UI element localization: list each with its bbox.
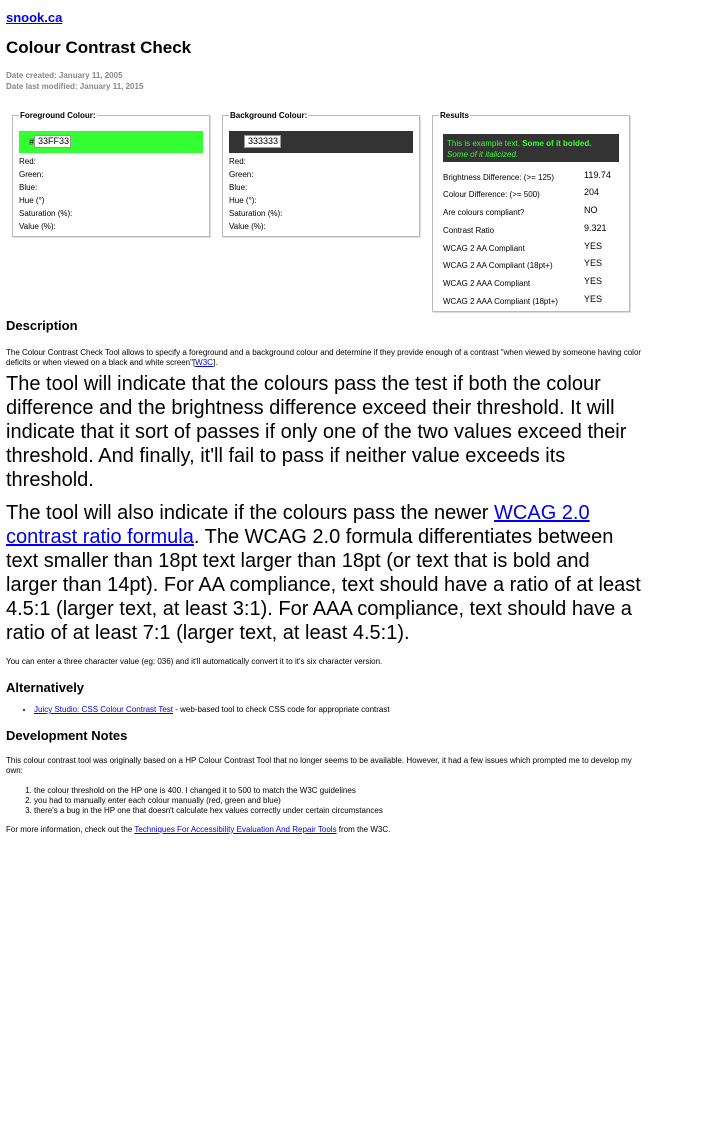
results-panel [432, 111, 630, 312]
description-intro: The Colour Contrast Check Tool allows to specify a foreground and a background colour and determine if they provide enough of a contrast "when viewed by someone having color deficits or when viewed on a black and white screen"[W3C]. [6, 348, 642, 367]
result-label: Are colours compliant? [443, 208, 525, 217]
fg-saturation-label: Saturation (%): [19, 209, 73, 218]
juicy-studio-link[interactable]: Juicy Studio: CSS Colour Contrast Test [34, 705, 174, 714]
site-home-link[interactable]: snook.ca [6, 10, 63, 25]
result-row-wcag-aa [443, 241, 623, 258]
hash-label: # [29, 137, 35, 147]
description-note: You can enter a three character value (eg: 036) and it'll automatically convert it to it's six character version. [6, 657, 383, 666]
foreground-fields [19, 155, 72, 233]
result-label: WCAG 2 AA Compliant [443, 244, 525, 253]
example-text-preview [443, 134, 619, 162]
result-label: Contrast Ratio [443, 226, 495, 235]
background-hex-input[interactable] [244, 135, 281, 148]
background-swatch [229, 131, 413, 153]
foreground-swatch [19, 131, 203, 153]
wcag-contrast-formula-link[interactable]: WCAG 2.0 contrast ratio formula [6, 502, 590, 548]
foreground-legend: Foreground Colour: [20, 111, 96, 120]
page-title: Colour Contrast Check [6, 38, 192, 57]
techniques-link[interactable]: Techniques For Accessibility Evaluation And Repair Tools [134, 825, 337, 834]
result-label: WCAG 2 AAA Compliant (18pt+) [443, 297, 558, 306]
development-issues-list [6, 786, 646, 816]
w3c-link[interactable]: W3C [195, 358, 213, 367]
description-heading: Description [6, 318, 78, 333]
result-value: YES [584, 276, 603, 286]
alternatives-list [6, 705, 646, 715]
result-value: NO [584, 205, 598, 215]
development-notes-heading: Development Notes [6, 728, 128, 743]
background-colour-panel [222, 111, 420, 237]
page-dates [6, 70, 143, 92]
list-item: 3. there's a bug in the HP one that doesn't calculate hex values correctly under certain circumstances [34, 806, 646, 816]
more-information: For more information, check out the Techniques For Accessibility Evaluation And Repair Tools from the W3C. [6, 825, 391, 834]
description-paragraph-wcag: The tool will also indicate if the colours pass the newer WCAG 2.0 contrast ratio formula. The WCAG 2.0 formula differentiates between text smaller than 18pt text larger than 18pt (or text that is bold and larger than 14pt). For AA compliance, text should have a ratio of at least 4.5:1 (larger text, at least 3:1). For AAA compliance, text should have a ratio of at least 7:1 (larger text, at least 4.5:1). [6, 502, 641, 644]
fg-blue-label: Blue: [19, 183, 38, 192]
fg-hue-label: Hue (°) [19, 196, 45, 205]
result-value: 204 [584, 187, 600, 197]
result-label: WCAG 2 AA Compliant (18pt+) [443, 261, 553, 270]
date-modified: Date last modified: January 11, 2015 [6, 82, 144, 91]
bg-red-label: Red: [229, 157, 246, 166]
list-item: 1. the colour threshold on the HP one is 400. I changed it to 500 to match the W3C guidelines [34, 786, 646, 796]
result-row-colour-difference [443, 187, 623, 204]
list-item: • Juicy Studio: CSS Colour Contrast Test - web-based tool to check CSS code for appropriate contrast [34, 705, 646, 715]
results-legend: Results [440, 111, 469, 120]
fg-red-label: Red: [19, 157, 36, 166]
result-row-wcag-aaa-large [443, 294, 623, 311]
list-item: 2. you had to manually enter each colour manually (red, green and blue) [34, 796, 646, 806]
foreground-hex-input[interactable] [34, 135, 71, 148]
alternatively-heading: Alternatively [6, 680, 85, 695]
example-bold-text: Some of it bolded. [522, 139, 592, 148]
result-row-contrast-ratio [443, 223, 623, 240]
result-label: WCAG 2 AAA Compliant [443, 279, 531, 288]
example-italic-text: Some of it italicized. [447, 150, 519, 159]
bg-hue-label: Hue (°): [229, 196, 257, 205]
result-label: Colour Difference: (>= 500) [443, 190, 540, 199]
bg-blue-label: Blue: [229, 183, 248, 192]
bg-value-label: Value (%): [229, 222, 266, 231]
result-row-wcag-aaa [443, 276, 623, 293]
description-paragraph-thresholds: The tool will indicate that the colours pass the test if both the colour difference and the brightness difference exceed their threshold. It will indicate that it sort of passes if only one of the two values exceed their threshold. And finally, it'll fail to pass if neither value exceeds its threshold. [6, 373, 627, 491]
result-value: YES [584, 294, 603, 304]
result-value: YES [584, 258, 603, 268]
background-legend: Background Colour: [230, 111, 308, 120]
result-row-brightness [443, 170, 623, 187]
result-value: 119.74 [584, 170, 611, 180]
result-row-wcag-aa-large [443, 258, 623, 275]
example-plain-text: This is example text. [447, 139, 520, 148]
fg-green-label: Green: [19, 170, 44, 179]
result-value: 9.321 [584, 223, 607, 233]
foreground-colour-panel [12, 111, 210, 237]
date-created: Date created: January 11, 2005 [6, 71, 123, 80]
main-content [6, 318, 646, 835]
result-row-compliant [443, 205, 623, 222]
development-intro: This colour contrast tool was originally based on a HP Colour Contrast Tool that no longer seems to be available. However, it had a few issues which prompted me to develop my own: [6, 756, 632, 775]
result-value: YES [584, 241, 603, 251]
background-fields [229, 155, 282, 233]
result-label: Brightness Difference: (>= 125) [443, 173, 555, 182]
bg-green-label: Green: [229, 170, 254, 179]
bg-saturation-label: Saturation (%): [229, 209, 283, 218]
fg-value-label: Value (%): [19, 222, 56, 231]
